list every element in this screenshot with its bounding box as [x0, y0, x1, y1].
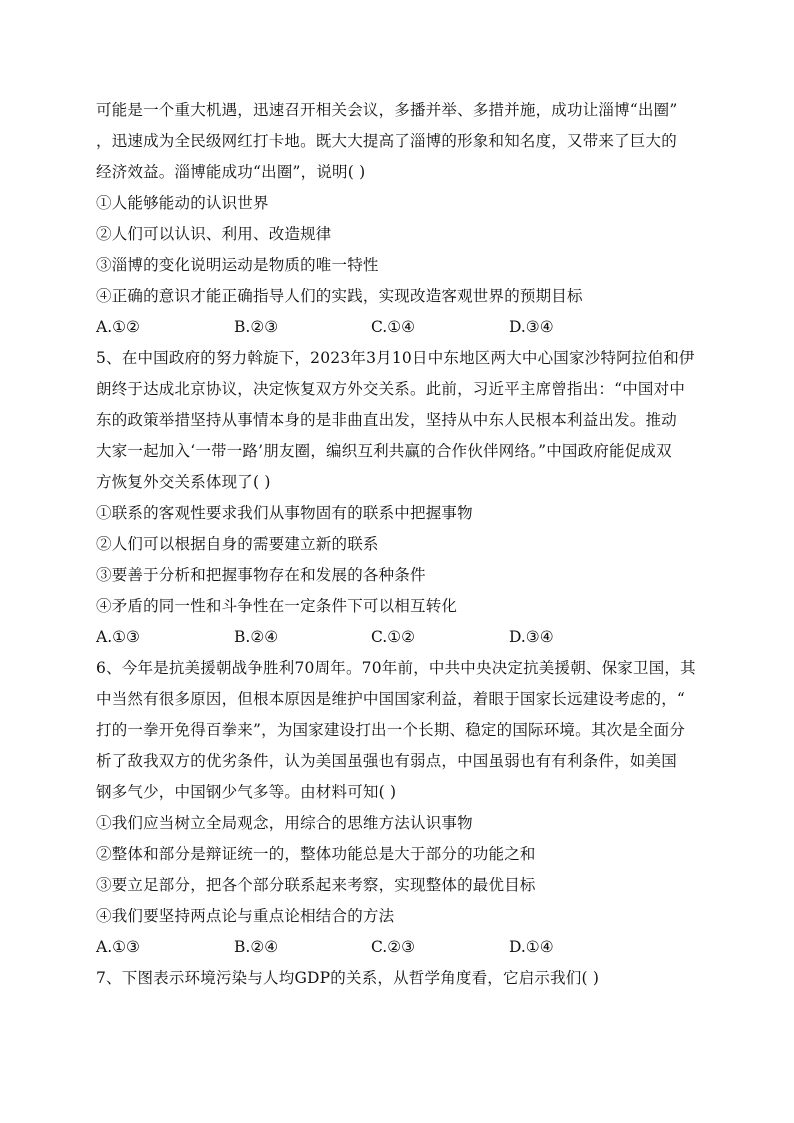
option-b: B.②④ — [234, 628, 279, 646]
option-a: A.①③ — [96, 628, 140, 646]
statement-4: ④正确的意识才能正确指导人们的实践，实现改造客观世界的预期目标 — [96, 287, 583, 305]
statement-2: ②人们可以根据自身的需要建立新的联系 — [96, 535, 379, 553]
exam-page — [96, 95, 700, 994]
option-d: D.①④ — [509, 938, 554, 956]
question-stem-line: 6、今年是抗美援朝战争胜利70周年。70年前，中共中央决定抗美援朝、保家卫国，其 — [96, 659, 696, 677]
question-stem-line: 析了敌我双方的优劣条件，认为美国虽强也有弱点，中国虽弱也有有利条件，如美国 — [96, 752, 677, 770]
question-stem-line: 方恢复外交关系体现了( ) — [96, 473, 271, 491]
question-stem-line: 经济效益。淄博能成功“出圈”，说明( ) — [96, 163, 366, 181]
question-4 — [96, 95, 700, 343]
question-stem-line: 钢多气少，中国钢少气多等。由材料可知( ) — [96, 783, 397, 801]
question-stem-line: 打的一拳开免得百拳来”，为国家建设打出一个长期、稳定的国际环境。其次是全面分 — [96, 721, 686, 739]
answer-options — [96, 312, 700, 343]
option-c: C.①② — [371, 628, 416, 646]
option-a: A.①② — [96, 318, 140, 336]
option-b: B.②③ — [234, 318, 279, 336]
question-stem-line: ，迅速成为全民级网红打卡地。既大大提高了淄博的形象和知名度，又带来了巨大的 — [96, 132, 677, 150]
option-a: A.①③ — [96, 938, 140, 956]
option-d: D.③④ — [509, 628, 554, 646]
question-stem-line: 东的政策举措坚持从事情本身的是非曲直出发，坚持从中东人民根本利益出发。推动 — [96, 411, 677, 429]
statement-1: ①人能够能动的认识世界 — [96, 194, 269, 212]
question-7 — [96, 963, 700, 994]
statement-3: ③淄博的变化说明运动是物质的唯一特性 — [96, 256, 379, 274]
statement-3: ③要立足部分，把各个部分联系起来考察，实现整体的最优目标 — [96, 876, 536, 894]
question-stem-line: 5、在中国政府的努力斡旋下，2023年3月10日中东地区两大中心国家沙特阿拉伯和伊 — [96, 349, 695, 367]
statement-4: ④我们要坚持两点论与重点论相结合的方法 — [96, 907, 395, 925]
option-c: C.①④ — [371, 318, 416, 336]
statement-2: ②整体和部分是辩证统一的，整体功能总是大于部分的功能之和 — [96, 845, 536, 863]
statement-3: ③要善于分析和把握事物存在和发展的各种条件 — [96, 566, 426, 584]
question-stem-line: 7、下图表示环境污染与人均GDP的关系，从哲学角度看，它启示我们( ) — [96, 969, 600, 987]
question-6 — [96, 653, 700, 963]
question-stem-line: 大家一起加入‘一带一路’朋友圈，编织互利共赢的合作伙伴网络。”中国政府能促成双 — [96, 442, 672, 460]
answer-options — [96, 932, 700, 963]
statement-1: ①联系的客观性要求我们从事物固有的联系中把握事物 — [96, 504, 473, 522]
option-c: C.②③ — [371, 938, 416, 956]
option-b: B.②④ — [234, 938, 279, 956]
question-stem-line: 中当然有很多原因，但根本原因是维护中国国家利益，着眼于国家长远建设考虑的，“ — [96, 690, 686, 708]
answer-options — [96, 622, 700, 653]
statement-2: ②人们可以认识、利用、改造规律 — [96, 225, 332, 243]
question-stem-line: 可能是一个重大机遇，迅速召开相关会议，多播并举、多措并施，成功让淄博“出圈” — [96, 101, 678, 119]
statement-1: ①我们应当树立全局观念，用综合的思维方法认识事物 — [96, 814, 473, 832]
question-5 — [96, 343, 700, 653]
question-stem-line: 朗终于达成北京协议，决定恢复双方外交关系。此前，习近平主席曾指出：“中国对中 — [96, 380, 686, 398]
statement-4: ④矛盾的同一性和斗争性在一定条件下可以相互转化 — [96, 597, 458, 615]
option-d: D.③④ — [509, 318, 554, 336]
